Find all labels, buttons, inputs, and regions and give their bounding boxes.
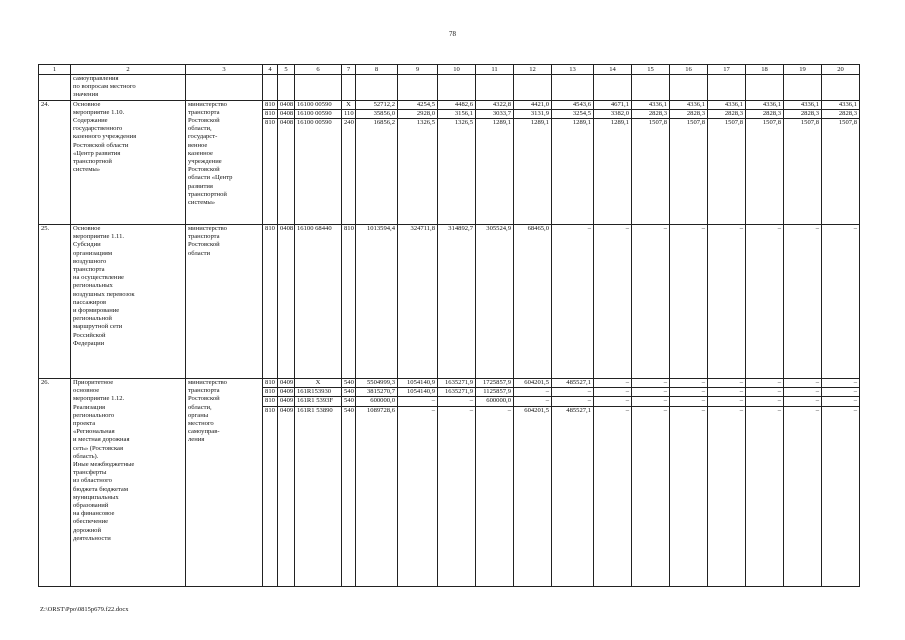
table-cell: – <box>784 379 822 388</box>
table-cell: 3382,0 <box>594 109 632 118</box>
table-cell: – <box>746 406 784 586</box>
table-cell: 4336,1 <box>822 100 860 109</box>
table-cell: 4336,1 <box>708 100 746 109</box>
table-cell: 110 <box>342 109 356 118</box>
table-cell: 161R1 5393F <box>295 397 342 406</box>
measure-name: Основное мероприятие 1.10. Содержание государственного казенного учреждения Ростовской области «Центр развития транспортной системы» <box>71 100 186 224</box>
executor: министерство транспорта Ростовской области <box>186 225 263 379</box>
table-cell: 0408 <box>278 225 295 379</box>
table-cell: 2828,3 <box>708 109 746 118</box>
table-cell: 810 <box>263 406 278 586</box>
table-cell: 68465,0 <box>514 225 552 379</box>
table-cell: – <box>438 406 476 586</box>
table-cell: 3033,7 <box>476 109 514 118</box>
measure-name: Приоритетное основное мероприятие 1.12. Реализация регионального проекта «Региональная и местная дорожная сеть» (Ростовская область). Иные межбюджетные трансферты из областного бюджета бюджетам муниципальных образований на финансовое обеспечение дорожной деятельности <box>71 379 186 587</box>
table-cell: 0408 <box>278 100 295 109</box>
table-cell: 540 <box>342 406 356 586</box>
page-number: 78 <box>449 30 456 38</box>
carry-over-row <box>39 75 860 101</box>
table-cell: 4543,6 <box>552 100 594 109</box>
carry-over-name: самоуправления по вопросам местного значения <box>71 75 186 101</box>
row-number: 25. <box>39 225 71 379</box>
table-cell: 1725857,9 <box>476 379 514 388</box>
column-header: 18 <box>746 65 784 75</box>
column-header: 2 <box>71 65 186 75</box>
table-cell: – <box>822 406 860 586</box>
table-cell: 810 <box>263 379 278 388</box>
table-cell: 16100 68440 <box>295 225 342 379</box>
column-header: 4 <box>263 65 278 75</box>
table-cell: 2828,3 <box>784 109 822 118</box>
column-header: 5 <box>278 65 295 75</box>
table-row <box>39 379 860 388</box>
column-header: 7 <box>342 65 356 75</box>
table-cell: – <box>822 388 860 397</box>
table-cell: 1507,8 <box>822 119 860 225</box>
column-header: 12 <box>514 65 552 75</box>
table-cell: 1054140,9 <box>398 379 438 388</box>
column-header: 1 <box>39 65 71 75</box>
table-cell: 4671,1 <box>594 100 632 109</box>
table-cell: – <box>514 397 552 406</box>
table-cell: 2828,3 <box>632 109 670 118</box>
table-cell: 2828,3 <box>746 109 784 118</box>
table-cell: – <box>514 388 552 397</box>
table-cell: 3156,1 <box>438 109 476 118</box>
table-cell: 1013594,4 <box>356 225 398 379</box>
table-cell: 810 <box>263 225 278 379</box>
table-row <box>39 225 860 379</box>
table-cell: 604201,5 <box>514 406 552 586</box>
table-cell: 1054140,9 <box>398 388 438 397</box>
table-cell: 3131,9 <box>514 109 552 118</box>
table-cell: 810 <box>342 225 356 379</box>
table-cell: – <box>594 225 632 379</box>
table-cell: 324711,8 <box>398 225 438 379</box>
table-cell: 810 <box>263 119 278 225</box>
table-cell: – <box>632 406 670 586</box>
table-cell: 16100 00590 <box>295 100 342 109</box>
column-header: 17 <box>708 65 746 75</box>
table-cell: 5504999,3 <box>356 379 398 388</box>
table-cell: – <box>632 397 670 406</box>
column-header: 10 <box>438 65 476 75</box>
table-cell: – <box>746 379 784 388</box>
table-cell: – <box>632 225 670 379</box>
table-cell: 52712,2 <box>356 100 398 109</box>
table-cell: – <box>746 397 784 406</box>
table-cell: – <box>784 397 822 406</box>
table-cell: 1507,8 <box>784 119 822 225</box>
table-cell: 1507,8 <box>670 119 708 225</box>
table-cell: Х <box>295 379 342 388</box>
table-cell: 1289,1 <box>514 119 552 225</box>
table-cell: – <box>822 225 860 379</box>
table-cell: – <box>670 225 708 379</box>
table-cell: – <box>552 225 594 379</box>
header-row <box>39 65 860 75</box>
table-cell: 1089728,6 <box>356 406 398 586</box>
table-cell: – <box>822 397 860 406</box>
table-cell: 4322,8 <box>476 100 514 109</box>
column-header: 20 <box>822 65 860 75</box>
table-cell: 4336,1 <box>670 100 708 109</box>
table-cell: 16856,2 <box>356 119 398 225</box>
table-cell: – <box>670 406 708 586</box>
table-cell: 161R1 53890 <box>295 406 342 586</box>
table-cell: – <box>784 406 822 586</box>
column-header: 3 <box>186 65 263 75</box>
table-cell: 1326,5 <box>398 119 438 225</box>
table-cell: – <box>708 388 746 397</box>
table-row <box>39 100 860 109</box>
table-cell: 4254,5 <box>398 100 438 109</box>
table-cell: 0409 <box>278 388 295 397</box>
column-header: 19 <box>784 65 822 75</box>
table-cell: 4421,0 <box>514 100 552 109</box>
table-cell: 485527,1 <box>552 406 594 586</box>
table-cell: – <box>670 397 708 406</box>
table-cell: 314892,7 <box>438 225 476 379</box>
row-number: 26. <box>39 379 71 587</box>
table-cell: – <box>398 397 438 406</box>
table-cell: 4336,1 <box>746 100 784 109</box>
table-cell: 1326,5 <box>438 119 476 225</box>
table-cell: 0409 <box>278 379 295 388</box>
table-cell: – <box>708 397 746 406</box>
table-cell: 540 <box>342 388 356 397</box>
table-cell: – <box>670 379 708 388</box>
column-header: 9 <box>398 65 438 75</box>
table-cell: – <box>632 388 670 397</box>
table-cell: 0408 <box>278 109 295 118</box>
table-cell: – <box>784 388 822 397</box>
column-header: 8 <box>356 65 398 75</box>
table-cell: 16100 00590 <box>295 109 342 118</box>
table-cell: 810 <box>263 100 278 109</box>
table-cell: 2828,3 <box>822 109 860 118</box>
table-cell: 0409 <box>278 406 295 586</box>
table-cell: 1507,8 <box>632 119 670 225</box>
column-header: 14 <box>594 65 632 75</box>
table-cell: 35856,0 <box>356 109 398 118</box>
table-cell: 2928,0 <box>398 109 438 118</box>
table-cell: – <box>398 406 438 586</box>
table-cell: 2828,3 <box>670 109 708 118</box>
table-cell: – <box>746 388 784 397</box>
table-cell: – <box>438 397 476 406</box>
table-cell: 604201,5 <box>514 379 552 388</box>
table-cell: 161R153930 <box>295 388 342 397</box>
table-cell: 1125857,9 <box>476 388 514 397</box>
table-cell: – <box>746 225 784 379</box>
table-cell: 1635271,9 <box>438 379 476 388</box>
table-cell: 4336,1 <box>784 100 822 109</box>
table-cell: – <box>822 379 860 388</box>
column-header: 11 <box>476 65 514 75</box>
table-cell: – <box>670 388 708 397</box>
column-header: 6 <box>295 65 342 75</box>
table-cell: – <box>552 388 594 397</box>
row-number: 24. <box>39 100 71 224</box>
column-header: 15 <box>632 65 670 75</box>
table-cell: 810 <box>263 397 278 406</box>
table-cell: – <box>632 379 670 388</box>
executor: министерство транспорта Ростовской области, государст- венное казенное учреждение Ростовской области «Центр развития транспортной системы» <box>186 100 263 224</box>
column-header: 13 <box>552 65 594 75</box>
table-cell: 305524,9 <box>476 225 514 379</box>
table-cell: 1289,1 <box>552 119 594 225</box>
file-path-footer: Z:\ORST\Ppo\0815p679.f22.docx <box>40 606 129 613</box>
table-cell: 1507,8 <box>746 119 784 225</box>
table-cell: – <box>594 397 632 406</box>
table-cell: 16100 00590 <box>295 119 342 225</box>
table-cell: 600000,0 <box>356 397 398 406</box>
table-cell: 0409 <box>278 397 295 406</box>
table-cell: – <box>708 225 746 379</box>
table-cell: 240 <box>342 119 356 225</box>
table-cell: 3254,5 <box>552 109 594 118</box>
table-cell: 485527,1 <box>552 379 594 388</box>
table-cell: Х <box>342 100 356 109</box>
table-cell: – <box>594 406 632 586</box>
table-cell: 1635271,9 <box>438 388 476 397</box>
table-cell: 4482,6 <box>438 100 476 109</box>
table-cell: 540 <box>342 397 356 406</box>
table-cell: – <box>708 406 746 586</box>
measure-name: Основное мероприятие 1.11. Субсидии организациям воздушного транспорта на осуществление региональных воздушных перевозок пассажиров и формирование региональной маршрутной сети Российской Федерации <box>71 225 186 379</box>
table-cell: 810 <box>263 109 278 118</box>
table-cell: – <box>594 379 632 388</box>
table-cell: 3815270,7 <box>356 388 398 397</box>
column-header: 16 <box>670 65 708 75</box>
table-cell: 0408 <box>278 119 295 225</box>
table-cell: 4336,1 <box>632 100 670 109</box>
table-cell: – <box>708 379 746 388</box>
table-cell: 810 <box>263 388 278 397</box>
program-table <box>38 64 860 587</box>
executor: министерство транспорта Ростовской области, органы местного самоуправ- ления <box>186 379 263 587</box>
table-cell: – <box>594 388 632 397</box>
table-cell: – <box>552 397 594 406</box>
table-cell: 1289,1 <box>594 119 632 225</box>
table-cell: 540 <box>342 379 356 388</box>
table-cell: – <box>476 406 514 586</box>
table-cell: 1507,8 <box>708 119 746 225</box>
table-cell: 1289,1 <box>476 119 514 225</box>
table-cell: 600000,0 <box>476 397 514 406</box>
table-cell: – <box>784 225 822 379</box>
